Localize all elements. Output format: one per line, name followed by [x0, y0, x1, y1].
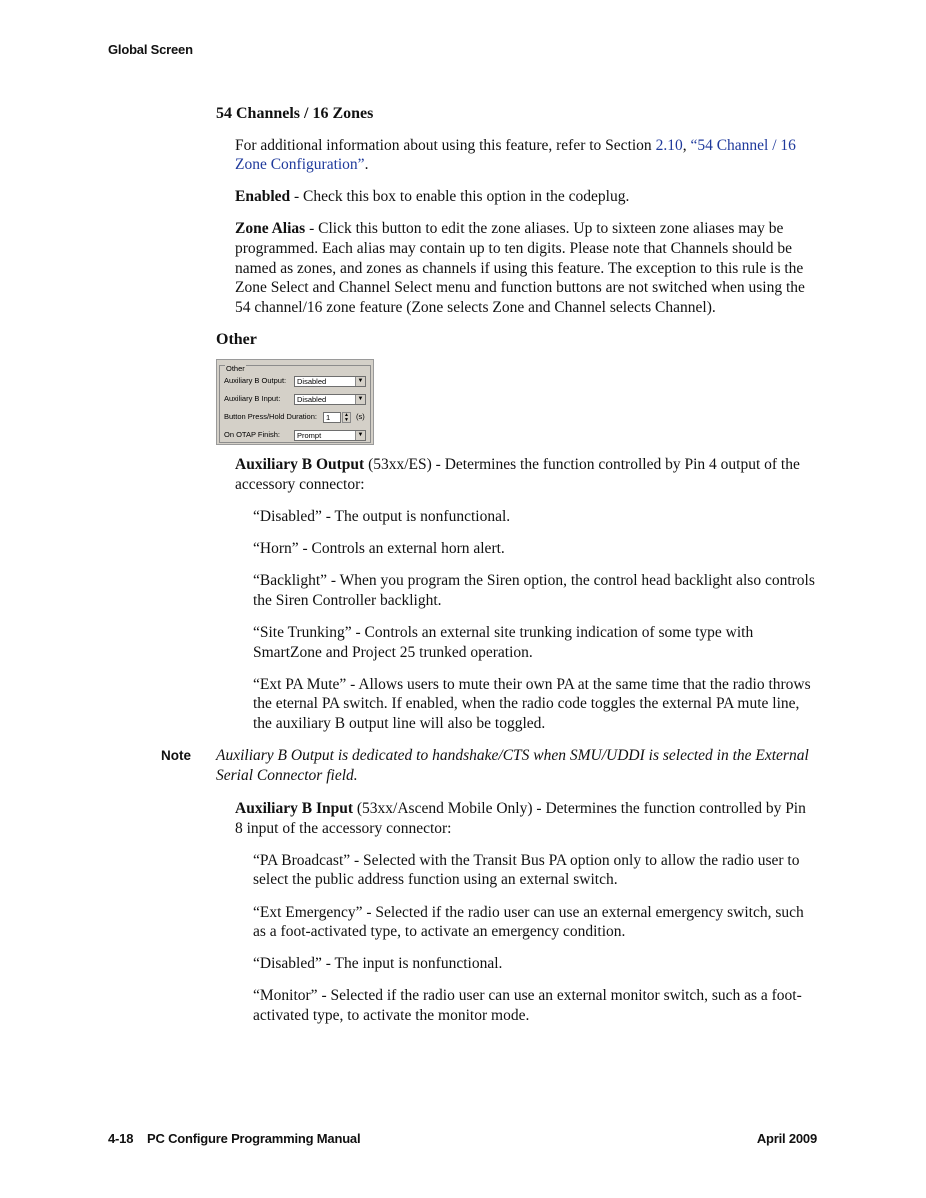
spinner-arrows-icon[interactable]: ▲ ▼ — [342, 412, 351, 423]
publication-date: April 2009 — [756, 1131, 817, 1146]
section-heading-other: Other — [216, 330, 257, 348]
manual-title: PC Configure Programming Manual — [147, 1131, 361, 1146]
otap-finish-label: On OTAP Finish: — [224, 430, 280, 440]
other-group-box — [219, 365, 371, 443]
aux-input-option: “PA Broadcast” - Selected with the Transit Bus PA option only to allow the radio user to select the public address function using an external switch. — [253, 851, 800, 889]
aux-output-label: Auxiliary B Output: — [224, 376, 287, 386]
aux-output-option: “Horn” - Controls an external horn alert. — [253, 540, 505, 558]
aux-output-option: “Site Trunking” - Controls an external site trunking indication of some type with SmartZone and Project 25 trunked operation. — [253, 624, 754, 661]
aux-input-paragraph: Auxiliary B Input (53xx/Ascend Mobile Only) - Determines the function controlled by Pin 8 input of the accessory connector: — [235, 800, 806, 837]
aux-input-option: “Disabled” - The input is nonfunctional. — [253, 955, 503, 973]
zone-alias-paragraph: Zone Alias - Click this button to edit the zone aliases. Up to sixteen zone aliases may be programmed. Each alias may contain up to ten digits. Please note that Channels should be named as zones, and zones as channels if using this feature. The exception to this rule is the Zone Select and Channel Select menu and function buttons are not switched when using the 54 channel/16 zone feature (Zone selects Zone and Channel selects Channel). — [235, 220, 805, 316]
zone-alias-term: Zone Alias — [235, 220, 306, 238]
otap-finish-select[interactable]: Prompt ▼ — [294, 430, 366, 441]
aux-output-option: “Backlight” - When you program the Siren option, the control head backlight also controls the Siren Controller backlight. — [253, 572, 815, 609]
other-settings-dialog — [216, 359, 374, 445]
aux-output-select[interactable]: Disabled ▼ — [294, 376, 366, 387]
chevron-down-icon: ▼ — [355, 431, 365, 440]
note-text: Auxiliary B Output is dedicated to handshake/CTS when SMU/UDDI is selected in the External Serial Connector field. — [216, 746, 809, 784]
aux-input-label: Auxiliary B Input: — [224, 394, 281, 404]
aux-input-term: Auxiliary B Input — [235, 800, 354, 818]
note-label: Note — [161, 747, 191, 763]
aux-output-option: “Disabled” - The output is nonfunctional. — [253, 508, 511, 526]
press-duration-input[interactable]: 1 — [323, 412, 341, 423]
running-header: Global Screen — [108, 42, 193, 57]
chevron-down-icon: ▼ — [355, 377, 365, 386]
press-duration-unit: (s) — [356, 412, 365, 422]
aux-input-option: “Ext Emergency” - Selected if the radio user can use an external emergency switch, such as a foot-activated type, to activate an emergency condition. — [253, 903, 804, 941]
chevron-down-icon: ▼ — [355, 395, 365, 404]
aux-input-select[interactable]: Disabled ▼ — [294, 394, 366, 405]
press-duration-label: Button Press/Hold Duration: — [224, 412, 317, 422]
section-link-title[interactable]: “54 Channel / 16 Zone Configuration” — [235, 136, 796, 174]
aux-input-option: “Monitor” - Selected if the radio user can use an external monitor switch, such as a foot-activated type, to activate the monitor mode. — [253, 987, 802, 1024]
page-body — [161, 104, 816, 1038]
enabled-paragraph: Enabled - Check this box to enable this option in the codeplug. — [235, 188, 630, 206]
intro-paragraph: For additional information about using this feature, refer to Section 2.10, “54 Channel / 16 Zone Configuration”. — [235, 136, 796, 174]
group-label: Other — [226, 364, 245, 374]
page-number: 4-18 — [108, 1131, 134, 1146]
aux-output-option: “Ext PA Mute” - Allows users to mute their own PA at the same time that the radio throws the eternal PA switch. If enabled, when the radio code toggles the external PA mute line, the auxiliary B output line will also be toggled. — [253, 675, 811, 732]
section-link-number[interactable]: 2.10 — [655, 136, 683, 154]
aux-output-term: Auxiliary B Output — [235, 456, 365, 474]
note-block — [161, 746, 816, 785]
section-heading-54-channels: 54 Channels / 16 Zones — [216, 105, 374, 122]
enabled-term: Enabled — [235, 188, 291, 206]
aux-output-paragraph: Auxiliary B Output (53xx/ES) - Determines the function controlled by Pin 4 output of the accessory connector: — [235, 456, 800, 494]
